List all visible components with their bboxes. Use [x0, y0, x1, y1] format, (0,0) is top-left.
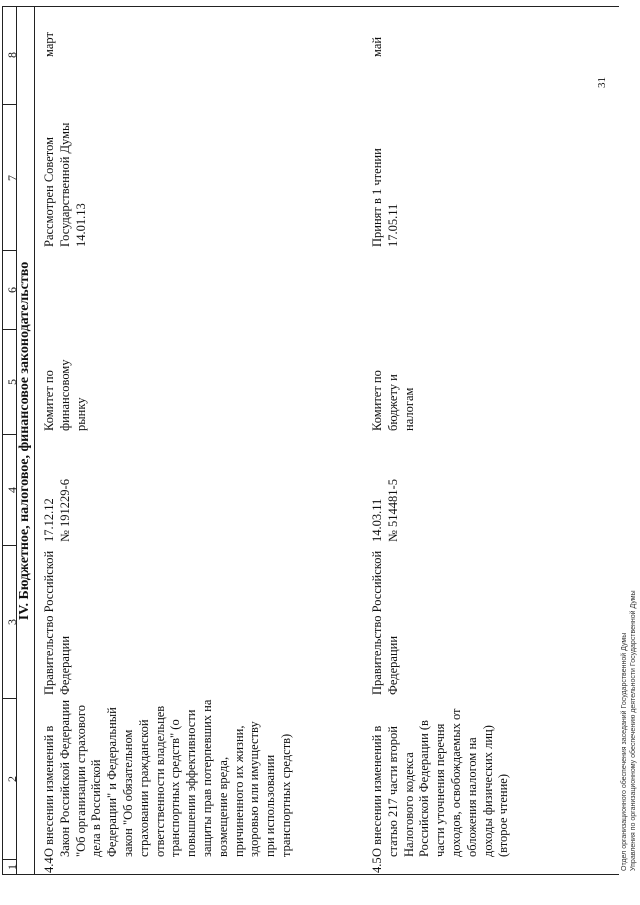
column-number: 8 — [5, 52, 19, 58]
column-number: 6 — [5, 287, 19, 293]
planned-month: май — [370, 36, 384, 57]
footer-line: Управления по организационному обеспечению деятельности Государственной Думы — [630, 590, 637, 871]
col-divider — [2, 104, 16, 105]
bill-date-number: 17.12.12 № 191229-6 — [42, 479, 72, 542]
bills-table — [2, 7, 619, 875]
planned-month: март — [42, 32, 56, 57]
bill-date-number: 14.03.11 № 514481-5 — [370, 479, 400, 542]
section-bottom-border — [34, 7, 35, 875]
page-number: 31 — [596, 77, 608, 88]
table-top-border — [2, 7, 3, 875]
row-number: 4.4 — [42, 857, 56, 873]
column-number: 2 — [5, 776, 19, 782]
bill-status: Принят в 1 чтении 17.05.11 — [370, 148, 400, 247]
bill-initiator: Правительство Российской Федерации — [42, 550, 72, 695]
row-number: 4.5 — [370, 857, 384, 873]
bill-initiator: Правительство Российской Федерации — [370, 550, 400, 695]
footer-line: Отдел организационного обеспечения заседаний Государственной Думы — [621, 632, 628, 871]
bill-title: О внесении изменений в статью 217 части второй Налогового кодекса Российской Федерации (в части уточнения перечня доходов, освобождаемых от обложения налогом на доходы физических лиц) (второе чтение) — [370, 708, 511, 857]
column-number: 1 — [5, 864, 19, 870]
table-left-border — [2, 874, 619, 875]
responsible-committee: Комитет по финансовому рынку — [42, 359, 88, 431]
column-number: 7 — [5, 175, 19, 181]
bill-status: Рассмотрен Советом Государственной Думы 14.01.13 — [42, 122, 88, 247]
col-divider — [2, 545, 16, 546]
column-number: 3 — [5, 619, 19, 625]
section-title: IV. Бюджетное, налоговое, финансовое законодательство — [17, 261, 32, 621]
col-divider — [2, 250, 16, 251]
page-footer — [620, 590, 638, 871]
responsible-committee: Комитет по бюджету и налогам — [370, 370, 416, 431]
column-number: 4 — [5, 487, 19, 493]
col-divider — [2, 434, 16, 435]
col-divider — [2, 698, 16, 699]
col-divider — [2, 329, 16, 330]
column-number: 5 — [5, 379, 19, 385]
table-right-border — [2, 6, 619, 7]
bill-title: О внесении изменений в Закон Российской Федерации "Об организации страхового дела в Российской Федерации" и Федеральный закон "Об обязательном страховании гражданской ответственности владельцев транспортных средств" (о повышении эффективности защиты прав потерпевших на возмещение вреда, причиненного их жизни, здоровью или имуществу при использовании транспортных средств) — [42, 699, 293, 857]
